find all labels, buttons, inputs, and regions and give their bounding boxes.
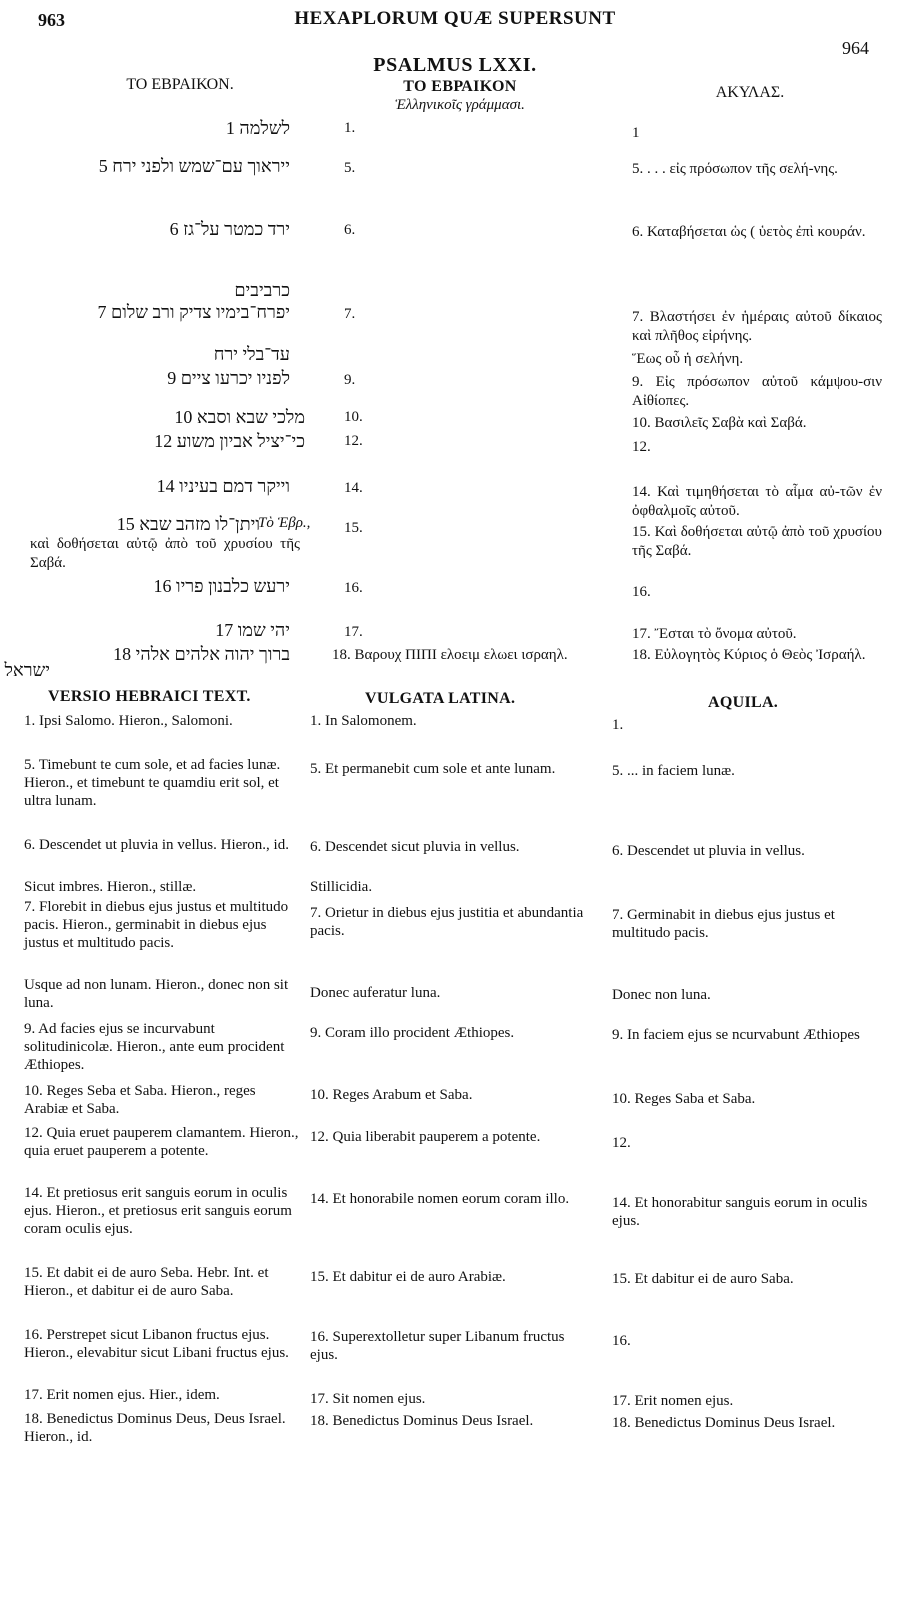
hebrew-line: ישראל xyxy=(4,660,50,680)
latin-right-entry: 7. Germinabit in diebus ejus justus et multitudo pacis. xyxy=(612,907,835,941)
hebrew-line: כרביבים xyxy=(234,280,290,300)
aquila-greek-line: 9. Εἰς πρόσωπον αὐτοῦ κάμψου-σιν Αἰθίοπες. xyxy=(632,374,882,409)
aquila-greek-line: 17. Ἔσται τὸ ὄνομα αὐτοῦ. xyxy=(632,626,797,642)
latin-middle-entry: 1. In Salomonem. xyxy=(310,713,417,729)
middle-verse-number: 5. xyxy=(344,160,356,176)
latin-left-entry: 18. Benedictus Dominus Deus, Deus Israel. Hieron., id. xyxy=(24,1411,286,1445)
hebrew-line: לשלמה 1 xyxy=(225,118,290,138)
middle-verse-number: 6. xyxy=(344,222,356,238)
hebrew-line: וייקר דמם בעיניו 14 xyxy=(156,476,290,496)
latin-left-entry: 16. Perstrepet sicut Libanon fructus ejus. Hieron., elevabitur sicut Libani fructus ejus. xyxy=(24,1327,289,1361)
latin-left-header: VERSIO HEBRAICI TEXT. xyxy=(48,688,251,705)
hebrew-line: ירד כמטר על־גז 6 xyxy=(169,219,290,239)
middle-verse-number: 15. xyxy=(344,520,363,536)
hebrew-line: יהי שמו 17 xyxy=(215,620,290,640)
middle-verse-number: 7. xyxy=(344,306,356,322)
aquila-greek-line: 12. xyxy=(632,439,651,455)
latin-middle-entry: 17. Sit nomen ejus. xyxy=(310,1391,426,1407)
latin-right-entry: 1. xyxy=(612,717,624,733)
latin-right-header: AQUILA. xyxy=(708,694,779,711)
latin-middle-entry: 12. Quia liberabit pauperem a potente. xyxy=(310,1129,541,1145)
right-page-number: 964 xyxy=(842,38,869,58)
latin-left-entry: 15. Et dabit ei de auro Seba. Hebr. Int. et Hieron., et dabitur ei de auro Saba. xyxy=(24,1265,269,1299)
aquila-greek-line: 16. xyxy=(632,584,651,600)
latin-right-entry: 17. Erit nomen ejus. xyxy=(612,1393,734,1409)
latin-left-entry: Sicut imbres. Hieron., stillæ. xyxy=(24,879,197,895)
aquila-greek-line: 15. Καὶ δοθήσεται αὐτῷ ἀπὸ τοῦ χρυσίου τῆς Σαβά. xyxy=(632,524,882,559)
latin-left-entry: 5. Timebunt te cum sole, et ad facies lunæ. Hieron., et timebunt te quamdiu erit sol, et ultra lunam. xyxy=(24,757,281,809)
hebrew-line: ירעש כלבנון פריו 16 xyxy=(153,576,290,596)
latin-right-entry: 14. Et honorabitur sanguis eorum in oculis ejus. xyxy=(612,1195,868,1229)
latin-middle-entry: 5. Et permanebit cum sole et ante lunam. xyxy=(310,761,556,777)
latin-middle-entry: 14. Et honorabile nomen eorum coram illo. xyxy=(310,1191,570,1207)
hebrew-line: כי־יציל אביון משוע 12 xyxy=(154,431,305,451)
hebrew-note-abbr: Τὸ Ἑβρ., xyxy=(258,515,311,531)
latin-right-entry: 16. xyxy=(612,1333,631,1349)
latin-right-entry: 5. ... in faciem lunæ. xyxy=(612,763,735,779)
latin-middle-entry: 6. Descendet sicut pluvia in vellus. xyxy=(310,839,520,855)
hebrew-line: ויתן־לו מזהב שבא 15 xyxy=(116,514,260,534)
latin-middle-entry: 18. Benedictus Dominus Deus Israel. xyxy=(310,1413,534,1429)
latin-middle-entry: 7. Orietur in diebus ejus justitia et abundantia pacis. xyxy=(310,905,584,939)
aquila-greek-line: 7. Βλαστήσει ἐν ἡμέραις αὐτοῦ δίκαιος καὶ πλῆθος εἰρήνης. xyxy=(632,309,882,344)
left-page-number: 963 xyxy=(38,10,65,30)
aquila-greek-line: 10. Βασιλεῖς Σαβὰ καὶ Σαβά. xyxy=(632,415,807,431)
middle-verse-number: 17. xyxy=(344,624,363,640)
hebrew-line: מלכי שבא וסבא 10 xyxy=(174,407,305,427)
latin-left-entry: 7. Florebit in diebus ejus justus et multitudo pacis. Hieron., germinabit in diebus ejus justus et multitudo pacis. xyxy=(24,899,289,951)
latin-middle-header: VULGATA LATINA. xyxy=(365,690,516,707)
latin-left-entry: 12. Quia eruet pauperem clamantem. Hieron., quia eruet pauperem a potente. xyxy=(24,1125,299,1159)
transliteration-column-subtitle: Ἑλληνικοῖς γράμμασι. xyxy=(395,97,525,113)
latin-left-entry: 1. Ipsi Salomo. Hieron., Salomoni. xyxy=(24,713,233,729)
middle-verse-number: 9. xyxy=(344,372,356,388)
aquila-greek-line: Ἕως οὗ ἡ σελήνη. xyxy=(632,351,744,367)
hebrew-line: ברוך יהוה אלהים אלהי 18 xyxy=(113,644,290,664)
latin-middle-entry: Stillicidia. xyxy=(310,879,373,895)
middle-verse-number: 12. xyxy=(344,433,363,449)
latin-left-entry: Usque ad non lunam. Hieron., donec non sit luna. xyxy=(24,977,289,1011)
latin-left-entry: 9. Ad facies ejus se incurvabunt solitudinicolæ. Hieron., ante eum procident Æthiopes. xyxy=(24,1021,285,1073)
latin-middle-entry: 15. Et dabitur ei de auro Arabiæ. xyxy=(310,1269,506,1285)
hebrew-line: עד־בלי ירח xyxy=(213,344,290,364)
aquila-greek-line: 14. Καὶ τιμηθήσεται τὸ αἷμα αὐ-τῶν ἐν ὀφθαλμοῖς αὐτοῦ. xyxy=(632,484,882,519)
aquila-greek-line: 1 xyxy=(632,125,640,141)
hebrew-line: ייראוך עם־שמש ולפני ירח 5 xyxy=(98,156,290,176)
latin-middle-entry: 9. Coram illo procident Æthiopes. xyxy=(310,1025,515,1041)
aquila-column-title: ΑΚΥΛΑΣ. xyxy=(715,84,785,101)
middle-verse-number: 14. xyxy=(344,480,363,496)
psalm-title: PSALMUS LXXI. xyxy=(373,54,537,76)
transliteration-column-title: ΤΟ ΕΒΡΑΙΚΟΝ xyxy=(403,78,517,95)
latin-right-entry: 15. Et dabitur ei de auro Saba. xyxy=(612,1271,794,1287)
latin-right-entry: Donec non luna. xyxy=(612,987,711,1003)
latin-middle-entry: 10. Reges Arabum et Saba. xyxy=(310,1087,473,1103)
latin-right-entry: 6. Descendet ut pluvia in vellus. xyxy=(612,843,805,859)
hebrew-column-title: ΤΟ ΕΒΡΑΙΚΟΝ. xyxy=(126,76,234,93)
middle-verse-number: 16. xyxy=(344,580,363,596)
latin-middle-entry: Donec auferatur luna. xyxy=(310,985,441,1001)
latin-right-entry: 10. Reges Saba et Saba. xyxy=(612,1091,756,1107)
latin-right-entry: 12. xyxy=(612,1135,631,1151)
aquila-greek-line: 5. . . . εἰς πρόσωπον τῆς σελή-νης. xyxy=(632,161,838,177)
running-title: HEXAPLORUM QUÆ SUPERSUNT xyxy=(294,8,616,29)
aquila-greek-line: 18. Εὐλογητὸς Κύριος ὁ Θεὸς Ἰσραήλ. xyxy=(632,647,866,663)
middle-verse-18: 18. Βαρουχ ΠΙΠΙ ελοειμ ελωει ισραηλ. xyxy=(332,647,568,663)
latin-right-entry: 9. In faciem ejus se ncurvabunt Æthiopes xyxy=(612,1027,860,1043)
hebrew-note-text: καὶ δοθήσεται αὐτῷ ἀπὸ τοῦ χρυσίου τῆς Σαβά. xyxy=(30,536,300,571)
latin-middle-entry: 16. Superextolletur super Libanum fructus ejus. xyxy=(310,1329,565,1363)
latin-left-entry: 10. Reges Seba et Saba. Hieron., reges Arabiæ et Saba. xyxy=(24,1083,256,1117)
middle-verse-number: 1. xyxy=(344,120,356,136)
latin-left-entry: 17. Erit nomen ejus. Hier., idem. xyxy=(24,1387,220,1403)
hebrew-line: יפרח־בימיו צדיק ורב שלום 7 xyxy=(97,302,290,322)
hebrew-line: לפניו יכרעו ציים 9 xyxy=(167,368,290,388)
latin-left-entry: 14. Et pretiosus erit sanguis eorum in oculis ejus. Hieron., et pretiosus erit sanguis eorum coram oculis ejus. xyxy=(24,1185,292,1237)
latin-left-entry: 6. Descendet ut pluvia in vellus. Hieron., id. xyxy=(24,837,289,853)
latin-right-entry: 18. Benedictus Dominus Deus Israel. xyxy=(612,1415,836,1431)
middle-verse-number: 10. xyxy=(344,409,363,425)
aquila-greek-line: 6. Καταβήσεται ὡς ( ὑετὸς ἐπὶ κουράν. xyxy=(632,224,866,240)
